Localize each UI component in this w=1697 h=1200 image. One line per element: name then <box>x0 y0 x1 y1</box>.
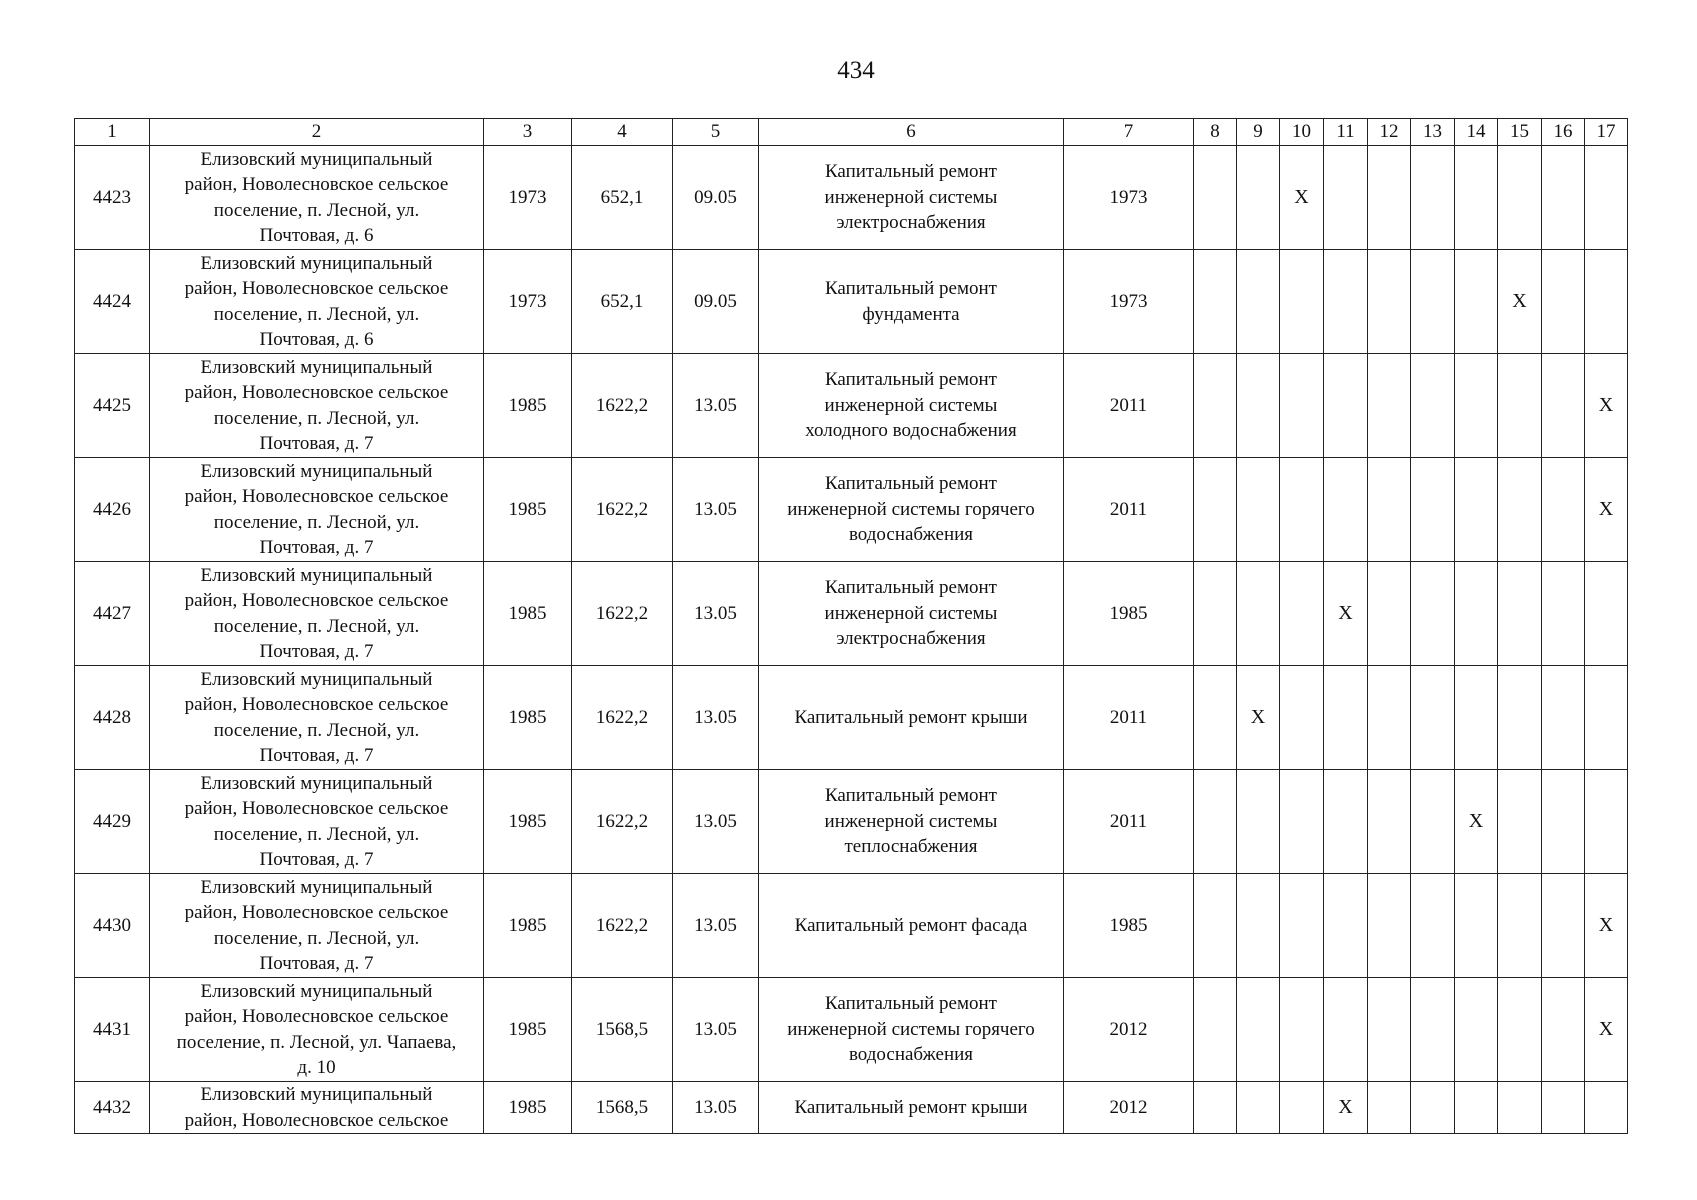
column-header: 6 <box>759 119 1064 146</box>
mark-cell-col-11 <box>1324 770 1368 874</box>
repair-year-cell: 2011 <box>1064 666 1194 770</box>
column-header: 12 <box>1368 119 1411 146</box>
mark-cell-col-8 <box>1194 666 1237 770</box>
mark-cell-col-9: X <box>1237 666 1280 770</box>
table-row <box>75 250 1628 354</box>
mark-cell-col-12 <box>1368 458 1411 562</box>
work-type-cell: Капитальный ремонт инженерной системы электроснабжения <box>759 146 1064 250</box>
column-header: 16 <box>1542 119 1585 146</box>
mark-cell-col-10 <box>1280 458 1324 562</box>
mark-cell-col-11 <box>1324 978 1368 1082</box>
mark-cell-col-14 <box>1455 666 1498 770</box>
area-cell: 1622,2 <box>572 770 673 874</box>
mark-cell-col-14 <box>1455 354 1498 458</box>
work-type-cell: Капитальный ремонт инженерной системы горячего водоснабжения <box>759 458 1064 562</box>
mark-cell-col-9 <box>1237 1082 1280 1134</box>
mark-cell-col-11 <box>1324 874 1368 978</box>
mark-cell-col-9 <box>1237 250 1280 354</box>
work-type-cell: Капитальный ремонт инженерной системы электроснабжения <box>759 562 1064 666</box>
mark-cell-col-15 <box>1498 874 1542 978</box>
row-id-cell: 4431 <box>75 978 150 1082</box>
year-built-cell: 1985 <box>484 458 572 562</box>
row-id-cell: 4424 <box>75 250 150 354</box>
mark-cell-col-13 <box>1411 458 1455 562</box>
mark-cell-col-9 <box>1237 770 1280 874</box>
mark-cell-col-8 <box>1194 146 1237 250</box>
mark-cell-col-12 <box>1368 874 1411 978</box>
repair-year-cell: 2011 <box>1064 458 1194 562</box>
column-header: 15 <box>1498 119 1542 146</box>
repair-year-cell: 2012 <box>1064 1082 1194 1134</box>
column-header: 14 <box>1455 119 1498 146</box>
mark-cell-col-10 <box>1280 354 1324 458</box>
mark-cell-col-11 <box>1324 250 1368 354</box>
column-number-header-row <box>75 119 1628 146</box>
column-header: 1 <box>75 119 150 146</box>
mark-cell-col-12 <box>1368 562 1411 666</box>
mark-cell-col-12 <box>1368 354 1411 458</box>
work-type-cell: Капитальный ремонт фасада <box>759 874 1064 978</box>
column-header: 9 <box>1237 119 1280 146</box>
area-cell: 652,1 <box>572 250 673 354</box>
mark-cell-col-16 <box>1542 770 1585 874</box>
mark-cell-col-17 <box>1585 250 1628 354</box>
year-built-cell: 1985 <box>484 1082 572 1134</box>
address-cell: Елизовский муниципальный район, Новолесновское сельское поселение, п. Лесной, ул. Чапаева, д. 10 <box>150 978 484 1082</box>
table-row <box>75 1082 1628 1134</box>
mark-cell-col-13 <box>1411 874 1455 978</box>
mark-cell-col-9 <box>1237 562 1280 666</box>
code-cell: 13.05 <box>673 666 759 770</box>
column-header: 7 <box>1064 119 1194 146</box>
address-cell: Елизовский муниципальный район, Новолесновское сельское поселение, п. Лесной, ул. Почтовая, д. 7 <box>150 458 484 562</box>
mark-cell-col-17 <box>1585 666 1628 770</box>
mark-cell-col-14 <box>1455 250 1498 354</box>
mark-cell-col-16 <box>1542 562 1585 666</box>
work-type-cell: Капитальный ремонт инженерной системы горячего водоснабжения <box>759 978 1064 1082</box>
mark-cell-col-13 <box>1411 354 1455 458</box>
mark-cell-col-14 <box>1455 458 1498 562</box>
column-header: 4 <box>572 119 673 146</box>
mark-cell-col-8 <box>1194 1082 1237 1134</box>
mark-cell-col-17 <box>1585 562 1628 666</box>
address-cell: Елизовский муниципальный район, Новолесновское сельское <box>150 1082 484 1134</box>
area-cell: 1622,2 <box>572 562 673 666</box>
address-cell: Елизовский муниципальный район, Новолесновское сельское поселение, п. Лесной, ул. Почтовая, д. 6 <box>150 250 484 354</box>
address-cell: Елизовский муниципальный район, Новолесновское сельское поселение, п. Лесной, ул. Почтовая, д. 7 <box>150 770 484 874</box>
code-cell: 13.05 <box>673 978 759 1082</box>
repair-registry-table <box>74 118 1628 1134</box>
mark-cell-col-15 <box>1498 146 1542 250</box>
mark-cell-col-10 <box>1280 250 1324 354</box>
table-row <box>75 770 1628 874</box>
mark-cell-col-8 <box>1194 250 1237 354</box>
mark-cell-col-10: X <box>1280 146 1324 250</box>
mark-cell-col-12 <box>1368 978 1411 1082</box>
row-id-cell: 4426 <box>75 458 150 562</box>
address-cell: Елизовский муниципальный район, Новолесновское сельское поселение, п. Лесной, ул. Почтовая, д. 6 <box>150 146 484 250</box>
work-type-cell: Капитальный ремонт инженерной системы холодного водоснабжения <box>759 354 1064 458</box>
mark-cell-col-14 <box>1455 146 1498 250</box>
mark-cell-col-11: X <box>1324 1082 1368 1134</box>
mark-cell-col-13 <box>1411 666 1455 770</box>
mark-cell-col-8 <box>1194 874 1237 978</box>
mark-cell-col-14 <box>1455 562 1498 666</box>
table-body <box>75 119 1628 1134</box>
mark-cell-col-9 <box>1237 874 1280 978</box>
code-cell: 13.05 <box>673 874 759 978</box>
code-cell: 13.05 <box>673 458 759 562</box>
mark-cell-col-15 <box>1498 978 1542 1082</box>
mark-cell-col-16 <box>1542 250 1585 354</box>
repair-year-cell: 2012 <box>1064 978 1194 1082</box>
mark-cell-col-10 <box>1280 770 1324 874</box>
table-row <box>75 458 1628 562</box>
work-type-cell: Капитальный ремонт крыши <box>759 1082 1064 1134</box>
code-cell: 09.05 <box>673 250 759 354</box>
mark-cell-col-15: X <box>1498 250 1542 354</box>
area-cell: 1622,2 <box>572 354 673 458</box>
mark-cell-col-10 <box>1280 978 1324 1082</box>
table-row <box>75 666 1628 770</box>
mark-cell-col-12 <box>1368 1082 1411 1134</box>
column-header: 3 <box>484 119 572 146</box>
mark-cell-col-11: X <box>1324 562 1368 666</box>
mark-cell-col-12 <box>1368 250 1411 354</box>
year-built-cell: 1985 <box>484 770 572 874</box>
row-id-cell: 4430 <box>75 874 150 978</box>
code-cell: 13.05 <box>673 354 759 458</box>
mark-cell-col-13 <box>1411 250 1455 354</box>
year-built-cell: 1985 <box>484 978 572 1082</box>
column-header: 10 <box>1280 119 1324 146</box>
area-cell: 1568,5 <box>572 1082 673 1134</box>
mark-cell-col-16 <box>1542 458 1585 562</box>
address-cell: Елизовский муниципальный район, Новолесновское сельское поселение, п. Лесной, ул. Почтовая, д. 7 <box>150 874 484 978</box>
row-id-cell: 4425 <box>75 354 150 458</box>
column-header: 13 <box>1411 119 1455 146</box>
repair-year-cell: 1973 <box>1064 146 1194 250</box>
mark-cell-col-17 <box>1585 770 1628 874</box>
mark-cell-col-11 <box>1324 666 1368 770</box>
mark-cell-col-16 <box>1542 146 1585 250</box>
work-type-cell: Капитальный ремонт крыши <box>759 666 1064 770</box>
year-built-cell: 1985 <box>484 562 572 666</box>
column-header: 5 <box>673 119 759 146</box>
code-cell: 13.05 <box>673 770 759 874</box>
mark-cell-col-13 <box>1411 978 1455 1082</box>
mark-cell-col-17: X <box>1585 978 1628 1082</box>
table-row <box>75 562 1628 666</box>
mark-cell-col-14 <box>1455 874 1498 978</box>
mark-cell-col-8 <box>1194 354 1237 458</box>
repair-year-cell: 1985 <box>1064 562 1194 666</box>
row-id-cell: 4423 <box>75 146 150 250</box>
address-cell: Елизовский муниципальный район, Новолесновское сельское поселение, п. Лесной, ул. Почтовая, д. 7 <box>150 666 484 770</box>
table-row <box>75 978 1628 1082</box>
mark-cell-col-17 <box>1585 1082 1628 1134</box>
mark-cell-col-15 <box>1498 666 1542 770</box>
area-cell: 1622,2 <box>572 458 673 562</box>
area-cell: 1622,2 <box>572 666 673 770</box>
mark-cell-col-17: X <box>1585 354 1628 458</box>
repair-year-cell: 2011 <box>1064 770 1194 874</box>
row-id-cell: 4427 <box>75 562 150 666</box>
column-header: 17 <box>1585 119 1628 146</box>
row-id-cell: 4432 <box>75 1082 150 1134</box>
mark-cell-col-13 <box>1411 562 1455 666</box>
mark-cell-col-14: X <box>1455 770 1498 874</box>
mark-cell-col-9 <box>1237 354 1280 458</box>
year-built-cell: 1973 <box>484 250 572 354</box>
mark-cell-col-8 <box>1194 770 1237 874</box>
mark-cell-col-16 <box>1542 978 1585 1082</box>
column-header: 11 <box>1324 119 1368 146</box>
mark-cell-col-15 <box>1498 354 1542 458</box>
mark-cell-col-8 <box>1194 562 1237 666</box>
area-cell: 1622,2 <box>572 874 673 978</box>
mark-cell-col-10 <box>1280 562 1324 666</box>
mark-cell-col-8 <box>1194 458 1237 562</box>
mark-cell-col-15 <box>1498 1082 1542 1134</box>
work-type-cell: Капитальный ремонт фундамента <box>759 250 1064 354</box>
mark-cell-col-17 <box>1585 146 1628 250</box>
mark-cell-col-13 <box>1411 1082 1455 1134</box>
year-built-cell: 1985 <box>484 354 572 458</box>
mark-cell-col-12 <box>1368 146 1411 250</box>
mark-cell-col-16 <box>1542 874 1585 978</box>
mark-cell-col-9 <box>1237 458 1280 562</box>
year-built-cell: 1985 <box>484 666 572 770</box>
table-row <box>75 146 1628 250</box>
mark-cell-col-11 <box>1324 458 1368 562</box>
year-built-cell: 1985 <box>484 874 572 978</box>
mark-cell-col-9 <box>1237 146 1280 250</box>
table-row <box>75 354 1628 458</box>
row-id-cell: 4428 <box>75 666 150 770</box>
year-built-cell: 1973 <box>484 146 572 250</box>
mark-cell-col-14 <box>1455 978 1498 1082</box>
code-cell: 13.05 <box>673 1082 759 1134</box>
mark-cell-col-17: X <box>1585 874 1628 978</box>
mark-cell-col-10 <box>1280 1082 1324 1134</box>
mark-cell-col-11 <box>1324 354 1368 458</box>
address-cell: Елизовский муниципальный район, Новолесновское сельское поселение, п. Лесной, ул. Почтовая, д. 7 <box>150 562 484 666</box>
table-row <box>75 874 1628 978</box>
code-cell: 13.05 <box>673 562 759 666</box>
mark-cell-col-8 <box>1194 978 1237 1082</box>
mark-cell-col-13 <box>1411 146 1455 250</box>
area-cell: 1568,5 <box>572 978 673 1082</box>
mark-cell-col-11 <box>1324 146 1368 250</box>
mark-cell-col-14 <box>1455 1082 1498 1134</box>
area-cell: 652,1 <box>572 146 673 250</box>
mark-cell-col-13 <box>1411 770 1455 874</box>
mark-cell-col-15 <box>1498 770 1542 874</box>
address-cell: Елизовский муниципальный район, Новолесновское сельское поселение, п. Лесной, ул. Почтовая, д. 7 <box>150 354 484 458</box>
repair-year-cell: 1985 <box>1064 874 1194 978</box>
mark-cell-col-16 <box>1542 1082 1585 1134</box>
mark-cell-col-16 <box>1542 354 1585 458</box>
mark-cell-col-12 <box>1368 770 1411 874</box>
mark-cell-col-15 <box>1498 458 1542 562</box>
mark-cell-col-9 <box>1237 978 1280 1082</box>
mark-cell-col-12 <box>1368 666 1411 770</box>
column-header: 8 <box>1194 119 1237 146</box>
repair-year-cell: 1973 <box>1064 250 1194 354</box>
mark-cell-col-10 <box>1280 874 1324 978</box>
mark-cell-col-10 <box>1280 666 1324 770</box>
row-id-cell: 4429 <box>75 770 150 874</box>
work-type-cell: Капитальный ремонт инженерной системы теплоснабжения <box>759 770 1064 874</box>
mark-cell-col-17: X <box>1585 458 1628 562</box>
mark-cell-col-15 <box>1498 562 1542 666</box>
column-header: 2 <box>150 119 484 146</box>
repair-year-cell: 2011 <box>1064 354 1194 458</box>
mark-cell-col-16 <box>1542 666 1585 770</box>
page-number: 434 <box>837 57 875 84</box>
code-cell: 09.05 <box>673 146 759 250</box>
